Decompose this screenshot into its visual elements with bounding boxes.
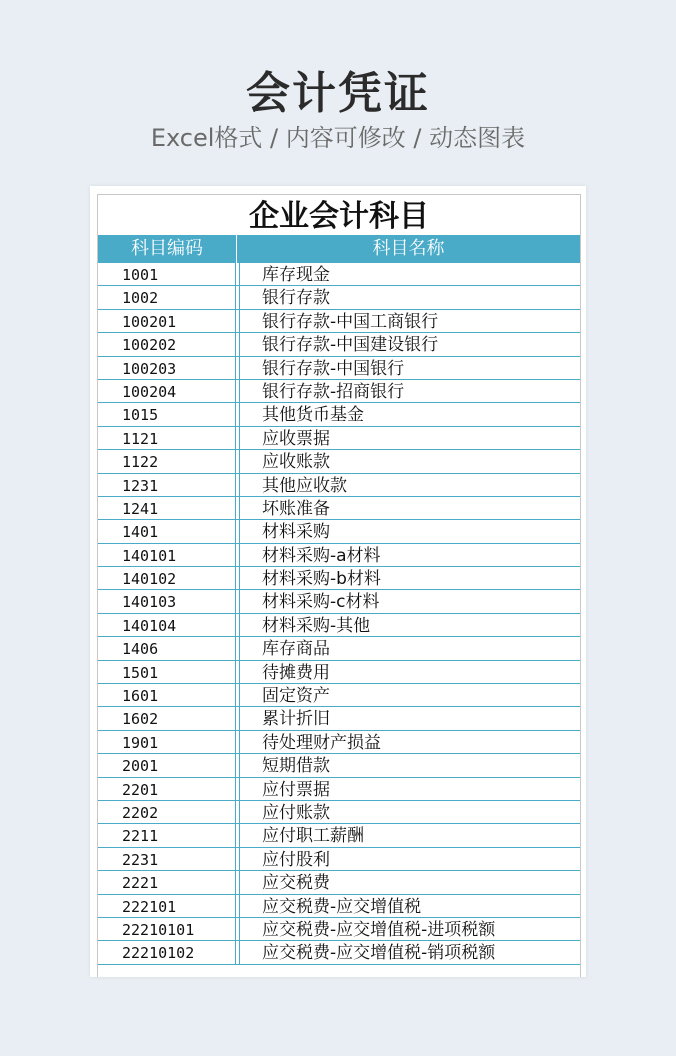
table-row[interactable] <box>98 333 580 356</box>
account-name-cell[interactable]: 银行存款-招商银行 <box>262 381 405 402</box>
account-name-cell[interactable]: 累计折旧 <box>262 709 330 730</box>
table-row[interactable] <box>98 731 580 754</box>
account-code-cell[interactable]: 2211 <box>98 824 236 846</box>
table-row[interactable] <box>98 544 580 567</box>
table-row[interactable] <box>98 310 580 333</box>
account-code-cell[interactable]: 22210102 <box>98 941 236 963</box>
account-name-cell[interactable]: 应交税费-应交增值税-进项税额 <box>262 919 496 940</box>
account-code-cell[interactable]: 2202 <box>98 801 236 823</box>
table-row[interactable] <box>98 403 580 426</box>
account-code-cell[interactable]: 1601 <box>98 684 236 706</box>
table-row[interactable] <box>98 380 580 403</box>
table-row[interactable] <box>98 918 580 941</box>
account-name-cell[interactable]: 材料采购-a材料 <box>262 545 381 566</box>
account-name-cell[interactable]: 材料采购-b材料 <box>262 569 381 590</box>
account-code-cell[interactable]: 1901 <box>98 731 236 753</box>
table-row[interactable] <box>98 941 580 964</box>
table-row[interactable] <box>98 754 580 777</box>
account-code-cell[interactable]: 222101 <box>98 895 236 917</box>
account-name-cell[interactable]: 应付职工薪酬 <box>262 826 364 847</box>
account-code-cell[interactable]: 140101 <box>98 544 236 566</box>
account-name-cell[interactable]: 银行存款-中国建设银行 <box>262 335 439 356</box>
table-row[interactable] <box>98 637 580 660</box>
account-name-cell[interactable]: 应付股利 <box>262 849 330 870</box>
account-code-cell[interactable]: 2231 <box>98 848 236 870</box>
account-name-cell[interactable]: 坏账准备 <box>262 498 330 519</box>
account-code-cell[interactable]: 140103 <box>98 590 236 612</box>
account-name-cell[interactable]: 材料采购-其他 <box>262 615 371 636</box>
account-code-cell[interactable]: 1231 <box>98 474 236 496</box>
account-name-cell[interactable]: 其他货币基金 <box>262 405 364 426</box>
table-row[interactable] <box>98 497 580 520</box>
account-name-cell[interactable]: 银行存款 <box>262 288 330 309</box>
account-code-cell[interactable]: 2221 <box>98 871 236 893</box>
table-row[interactable] <box>98 263 580 286</box>
table-row[interactable] <box>98 895 580 918</box>
account-name-cell[interactable]: 应付票据 <box>262 779 330 800</box>
table-row[interactable] <box>98 286 580 309</box>
account-code-cell[interactable]: 2001 <box>98 754 236 776</box>
table-row[interactable] <box>98 357 580 380</box>
account-name-cell[interactable]: 应付账款 <box>262 802 330 823</box>
account-name-cell[interactable]: 银行存款-中国银行 <box>262 358 405 379</box>
table-row[interactable] <box>98 871 580 894</box>
table-row[interactable] <box>98 778 580 801</box>
account-name-cell[interactable]: 应交税费 <box>262 873 330 894</box>
account-name-cell[interactable]: 应收票据 <box>262 428 330 449</box>
table-body <box>98 263 580 965</box>
table-row[interactable] <box>98 474 580 497</box>
account-code-cell[interactable]: 1001 <box>98 263 236 285</box>
account-name-cell[interactable]: 银行存款-中国工商银行 <box>262 311 439 332</box>
account-code-cell[interactable]: 1122 <box>98 450 236 472</box>
account-name-cell[interactable]: 应交税费-应交增值税-销项税额 <box>262 943 496 964</box>
account-name-cell[interactable]: 库存商品 <box>262 639 330 660</box>
column-header-name[interactable]: 科目名称 <box>372 238 445 259</box>
account-code-cell[interactable]: 140102 <box>98 567 236 589</box>
account-name-cell[interactable]: 待摊费用 <box>262 662 330 683</box>
account-name-cell[interactable]: 材料采购-c材料 <box>262 592 380 613</box>
account-code-cell[interactable]: 1002 <box>98 286 236 308</box>
hero-subtitle: Excel格式 / 内容可修改 / 动态图表 <box>150 124 526 152</box>
account-code-cell[interactable]: 1602 <box>98 707 236 729</box>
table-row[interactable] <box>98 590 580 613</box>
account-code-cell[interactable]: 1401 <box>98 520 236 542</box>
table-row[interactable] <box>98 684 580 707</box>
account-code-cell[interactable]: 100203 <box>98 357 236 379</box>
account-name-cell[interactable]: 应交税费-应交增值税 <box>262 896 422 917</box>
account-code-cell[interactable]: 1501 <box>98 661 236 683</box>
account-code-cell[interactable]: 100202 <box>98 333 236 355</box>
account-code-cell[interactable]: 100201 <box>98 310 236 332</box>
table-row[interactable] <box>98 427 580 450</box>
account-name-cell[interactable]: 固定资产 <box>262 686 330 707</box>
account-code-cell[interactable]: 22210101 <box>98 918 236 940</box>
spreadsheet-card <box>90 186 586 977</box>
table-row[interactable] <box>98 707 580 730</box>
account-name-cell[interactable]: 其他应收款 <box>262 475 347 496</box>
account-code-cell[interactable]: 1241 <box>98 497 236 519</box>
table-row[interactable] <box>98 567 580 590</box>
account-name-cell[interactable]: 库存现金 <box>262 265 330 285</box>
hero-title: 会计凭证 <box>246 68 430 119</box>
account-name-cell[interactable]: 材料采购 <box>262 522 330 543</box>
table-row[interactable] <box>98 824 580 847</box>
account-table <box>97 194 581 977</box>
table-row[interactable] <box>98 614 580 637</box>
account-name-cell[interactable]: 待处理财产损益 <box>262 732 381 753</box>
table-row[interactable] <box>98 801 580 824</box>
sheet-title: 企业会计科目 <box>98 194 580 235</box>
account-code-cell[interactable]: 1121 <box>98 427 236 449</box>
table-row[interactable] <box>98 661 580 684</box>
account-code-cell[interactable]: 1406 <box>98 637 236 659</box>
account-name-cell[interactable]: 应收账款 <box>262 452 330 473</box>
table-header <box>98 235 580 263</box>
account-code-cell[interactable]: 1015 <box>98 403 236 425</box>
account-name-cell[interactable]: 短期借款 <box>262 756 330 777</box>
table-row[interactable] <box>98 450 580 473</box>
account-code-cell[interactable]: 2201 <box>98 778 236 800</box>
account-code-cell[interactable]: 100204 <box>98 380 236 402</box>
table-row[interactable] <box>98 520 580 543</box>
account-code-cell[interactable]: 140104 <box>98 614 236 636</box>
table-row[interactable] <box>98 848 580 871</box>
column-header-code[interactable]: 科目编码 <box>98 235 237 263</box>
